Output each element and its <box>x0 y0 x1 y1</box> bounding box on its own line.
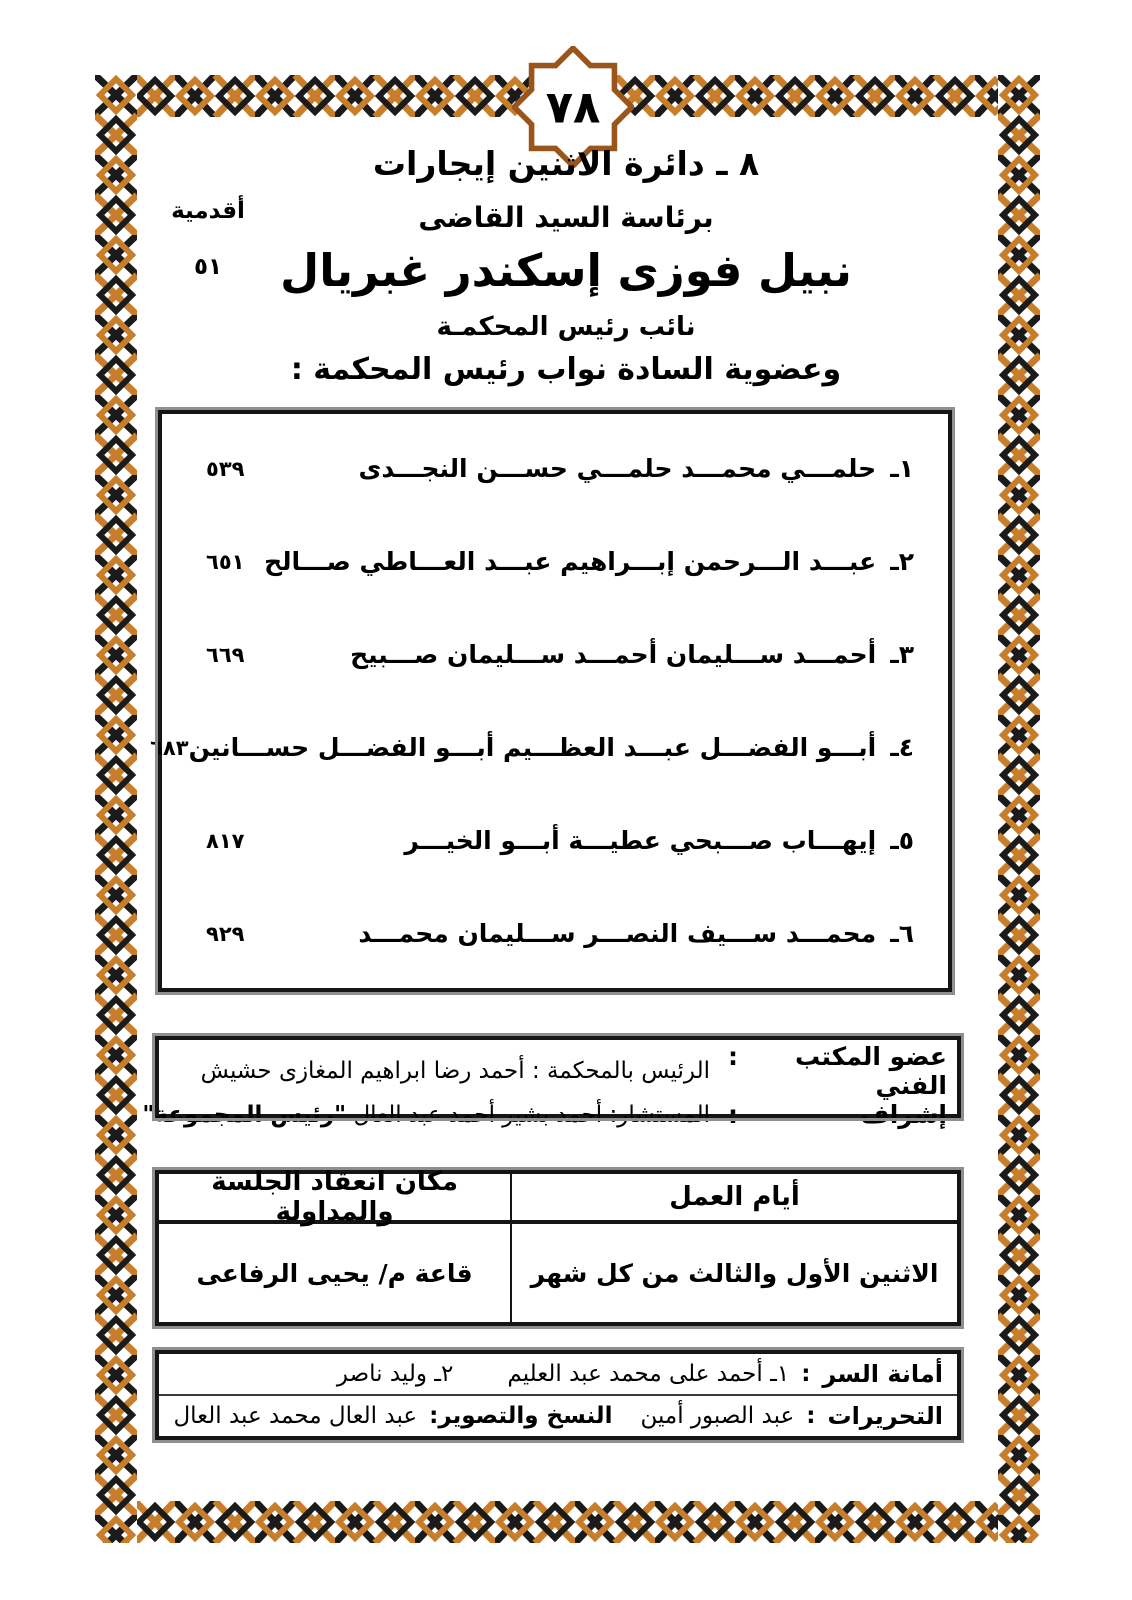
president-title: نائب رئيس المحكمـة <box>436 312 696 342</box>
members-intro: وعضوية السادة نواب رئيس المحكمة : <box>290 352 842 387</box>
schedule-table <box>155 1167 961 1326</box>
clerical-row <box>159 1394 957 1436</box>
colon: : <box>806 1403 816 1429</box>
session-location-value: قاعة م/ يحيى الرفاعى <box>196 1258 473 1288</box>
member-index: ٢ـ <box>890 547 914 576</box>
clerical-label: التحريرات <box>827 1402 943 1430</box>
copying-photography-label: النسخ والتصوير: <box>429 1403 613 1429</box>
members-list-box <box>150 410 952 992</box>
supervision-value: المستشار: أحمد بشير أحمد عبد العال <box>346 1101 710 1128</box>
schedule-table-header <box>159 1167 957 1227</box>
member-index: ٤ـ <box>890 733 914 762</box>
member-index: ٣ـ <box>890 640 914 669</box>
member-name: حلمـــي محمـــد حلمـــي حســـن النجـــدى <box>358 454 877 483</box>
member-index: ٦ـ <box>890 919 914 948</box>
seniority-label: أقدمية <box>171 198 245 224</box>
member-name: إيهـــاب صـــبحي عطيـــة أبـــو الخيـــر <box>404 826 877 855</box>
colon: : <box>728 1042 738 1071</box>
member-name: عبـــد الـــرحمن إبـــراهيم عبـــد العـــاطي صـــالح <box>264 547 877 576</box>
member-name: أبـــو الفضـــل عبـــد العظـــيم أبـــو الفضـــل حســـانين <box>188 733 877 762</box>
technical-office-row <box>169 1042 947 1100</box>
work-days-header: أيام العمل <box>510 1174 957 1220</box>
seniority-value: ٥١ <box>193 254 223 280</box>
member-row <box>162 826 948 855</box>
colon: : <box>728 1100 738 1129</box>
ornamental-border-left <box>95 75 137 1543</box>
member-row <box>162 919 948 948</box>
secretary-2: ٢ـ وليد ناصر <box>336 1361 454 1387</box>
supervision-label: إشراف <box>860 1100 947 1129</box>
clerical-name: عبد الصبور أمين <box>640 1403 795 1429</box>
circuit-header <box>135 140 997 392</box>
technical-office-box <box>142 1036 961 1129</box>
member-seniority-number: ٨١٧ <box>206 828 245 853</box>
presided-by-line: برئاسة السيد القاضى <box>418 201 714 234</box>
technical-office-value: الرئيس بالمحكمة : أحمد رضا ابراهيم المغازى حشيش <box>200 1058 710 1084</box>
circuit-title: ٨ ـ دائرة الاثنين إيجارات <box>372 144 760 183</box>
member-seniority-number: ٦٥١ <box>206 549 245 574</box>
secretariat-box <box>155 1350 961 1440</box>
member-index: ١ـ <box>890 454 914 483</box>
member-row <box>150 733 948 762</box>
member-index: ٥ـ <box>890 826 914 855</box>
copying-photography-name: عبد العال محمد عبد العال <box>173 1403 418 1429</box>
member-seniority-number: ٥٣٩ <box>206 456 245 481</box>
president-name: نبيل فوزى إسكندر غبريال <box>280 244 852 297</box>
schedule-table-row <box>159 1224 957 1322</box>
member-name: أحمـــد ســـليمان أحمـــد ســـليمان صـــبيح <box>350 640 877 669</box>
member-row <box>162 547 948 576</box>
group-president-tag: "رئيس المجموعة" <box>142 1101 347 1128</box>
page-number: ٧٨ <box>545 80 601 134</box>
work-days-value: الاثنين الأول والثالث من كل شهر <box>510 1224 957 1322</box>
secretary-1: ١ـ أحمد على محمد عبد العليم <box>507 1361 790 1387</box>
ornamental-border-right <box>998 75 1040 1543</box>
secretariat-label: أمانة السر <box>822 1360 943 1388</box>
member-row <box>162 640 948 669</box>
session-location-header: مكان انعقاد الجلسة والمداولة <box>211 1167 458 1227</box>
secretariat-row <box>159 1354 957 1394</box>
member-seniority-number: ٦٨٣ <box>150 735 189 760</box>
member-seniority-number: ٩٢٩ <box>206 921 245 946</box>
member-row <box>162 454 948 483</box>
member-seniority-number: ٦٦٩ <box>206 642 245 667</box>
member-name: محمـــد ســـيف النصـــر ســـليمان محمـــد <box>358 919 877 948</box>
colon: : <box>801 1361 811 1387</box>
technical-office-label: عضو المكتب الفني <box>794 1042 947 1100</box>
supervision-row <box>142 1100 947 1129</box>
ornamental-border-bottom <box>95 1501 1040 1543</box>
